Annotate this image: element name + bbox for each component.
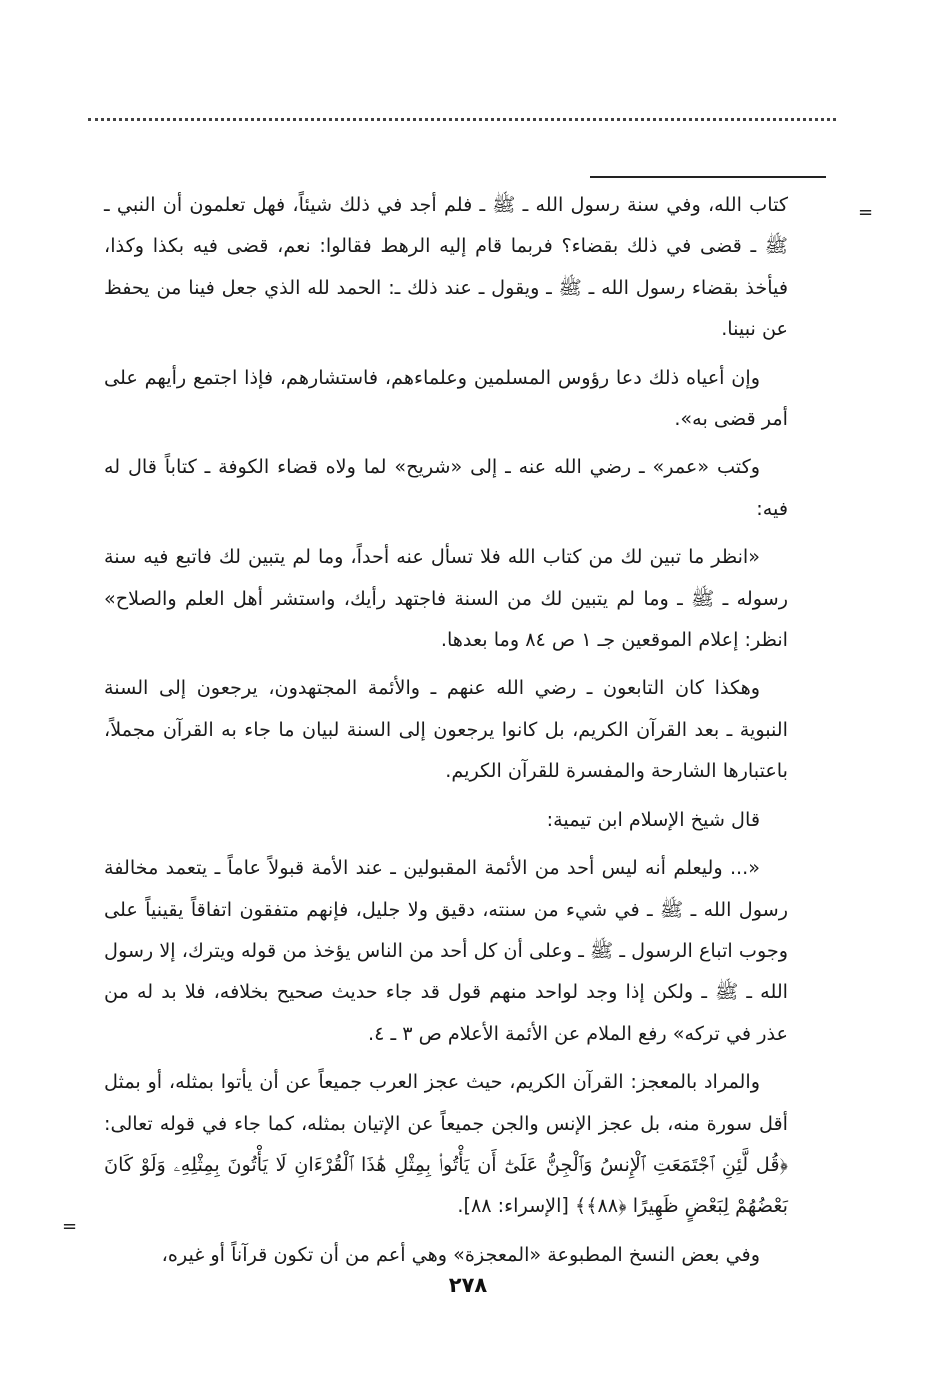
continuation-mark-top: = (858, 202, 874, 223)
footnote-body (104, 184, 788, 1282)
paragraph: «انظر ما تبين لك من كتاب الله فلا تسأل عنه أحداً، وما لم يتبين لك فاتبع فيه سنة رسوله ـ ﷺ ـ وما لم يتبين لك من السنة فاجتهد رأيك، واستشر أهل العلم والصلاح» انظر: إعلام الموقعين جـ ١ ص ٨٤ وما بعدها. (104, 545, 788, 652)
page-number: ٢٧٨ (448, 1273, 488, 1297)
paragraph: وكتب «عمر» ـ رضي الله عنه ـ إلى «شريح» لما ولاه قضاء الكوفة ـ كتاباً قال له فيه: (104, 455, 788, 520)
paragraph: كتاب الله، وفي سنة رسول الله ـ ﷺ ـ فلم أجد في ذلك شيئاً، فهل تعلمون أن النبي ـ ﷺ ـ قضى في ذلك بقضاء؟ فربما قام إليه الرهط فقالوا: نعم، قضى فيه بكذا وكذا، فيأخذ بقضاء رسول الله ـ ﷺ ـ ويقول ـ عند ذلك ـ: الحمد لله الذي جعل فينا من يحفظ عن نبينا. (104, 193, 788, 341)
continuation-mark-bottom: = (62, 1216, 78, 1237)
paragraph: وهكذا كان التابعون ـ رضي الله عنهم ـ والأئمة المجتهدون، يرجعون إلى السنة النبوية ـ بعد القرآن الكريم، بل كانوا يرجعون إلى السنة لبيان ما جاء به القرآن مجملاً، باعتبارها الشارحة والمفسرة للقرآن الكريم. (104, 676, 788, 783)
paragraph: والمراد بالمعجز: القرآن الكريم، حيث عجز العرب جميعاً عن أن يأتوا بمثله، أو بمثل أقل سورة منه، بل عجز الإنس والجن جميعاً عن الإتيان بمثله، كما جاء في قوله تعالى: ﴿قُل لَّئِنِ ٱجْتَمَعَتِ ٱلْإِنسُ وَٱلْجِنُّ عَلَىٰٓ أَن يَأْتُوا۟ بِمِثْلِ هَٰذَا ٱلْقُرْءَانِ لَا يَأْتُونَ بِمِثْلِهِۦ وَلَوْ كَانَ بَعْضُهُمْ لِبَعْضٍ ظَهِيرًا ﴿٨٨﴾﴾ [الإسراء: ٨٨]. (104, 1070, 788, 1218)
dotted-separator (88, 118, 836, 121)
paragraph: وإن أعياه ذلك دعا رؤوس المسلمين وعلماءهم، فاستشارهم، فإذا اجتمع رأيهم على أمر قضى به». (104, 365, 788, 431)
paragraph: «... وليعلم أنه ليس أحد من الأئمة المقبولين ـ عند الأمة قبولاً عاماً ـ يتعمد مخالفة رسول الله ـ ﷺ ـ في شيء من سنته، دقيق ولا جليل، فإنهم متفقون اتفاقاً يقينياً على وجوب اتباع الرسول ـ ﷺ ـ وعلى أن كل أحد من الناس يؤخذ من قوله ويترك، إلا رسول الله ـ ﷺ ـ ولكن إذا وجد لواحد منهم قول قد جاء حديث صحيح بخلافه، فلا بد له من عذر في تركه» رفع الملام عن الأئمة الأعلام ص ٣ ـ ٤. (104, 856, 788, 1045)
paragraph: قال شيخ الإسلام ابن تيمية: (546, 807, 760, 831)
paragraph: وفي بعض النسخ المطبوعة «المعجزة» وهي أعم من أن تكون قرآناً أو غيره، (161, 1242, 760, 1266)
footnote-rule (590, 176, 826, 178)
